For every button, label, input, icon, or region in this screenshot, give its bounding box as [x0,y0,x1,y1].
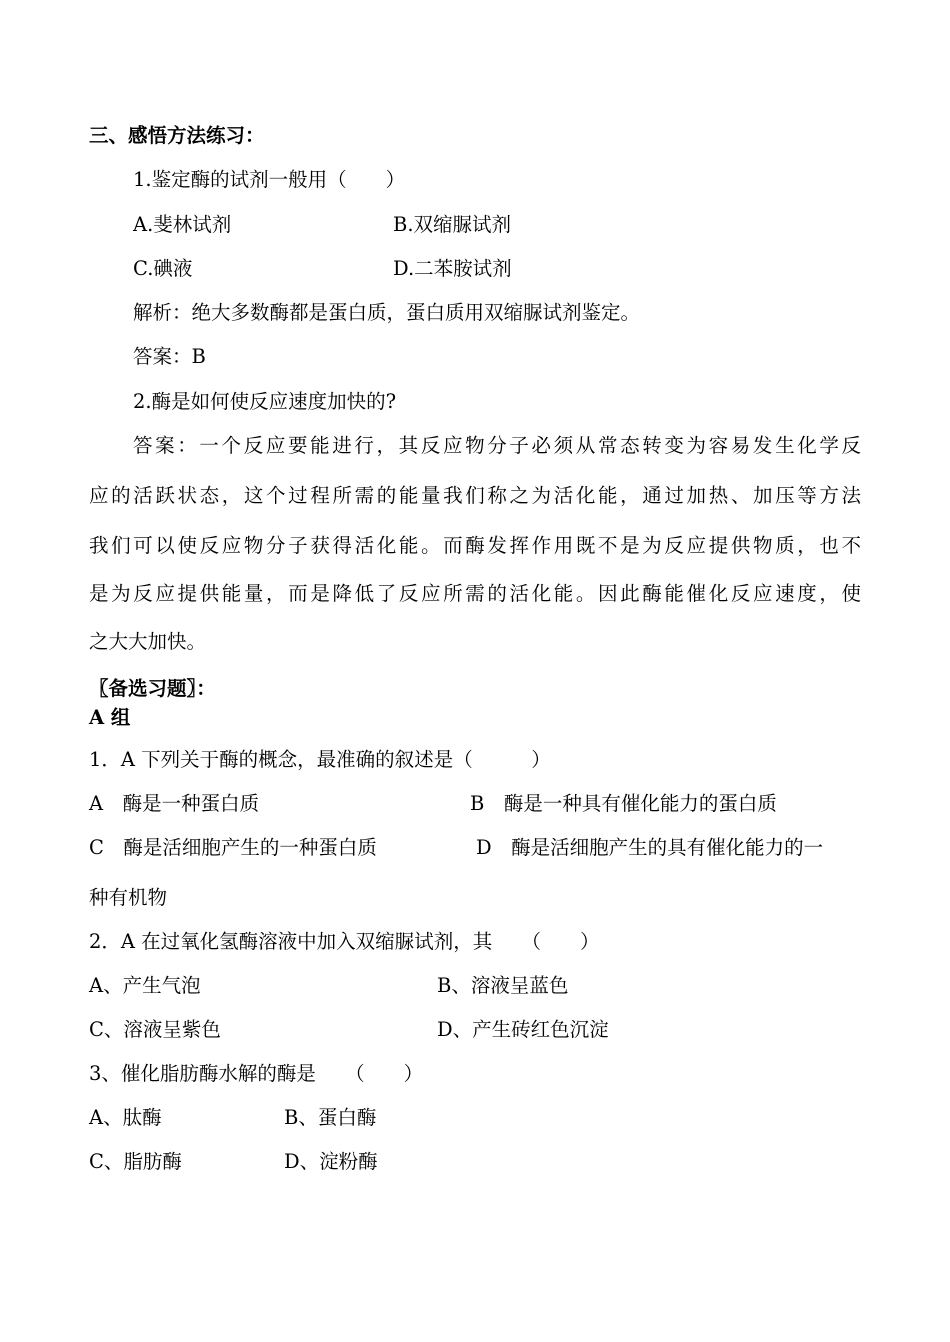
backup-question-2-option-b: B、溶液呈蓝色 [437,974,569,997]
backup-exercises-heading: 〖备选习题〗： [89,677,216,700]
question-1-option-d: D.二苯胺试剂 [393,257,512,280]
question-2-answer-line: 之大大加快。 [89,630,207,653]
backup-question-2-option-d: D、产生砖红色沉淀 [437,1018,609,1041]
backup-question-1-option-a: A 酶是一种蛋白质 [89,792,260,815]
section-heading: 三、感悟方法练习： [89,124,265,147]
backup-question-2-stem: 2．A 在过氧化氢酶溶液中加入双缩脲试剂，其 （ ） [89,930,600,953]
question-1-analysis: 解析：绝大多数酶都是蛋白质，蛋白质用双缩脲试剂鉴定。 [133,301,641,324]
backup-question-3-stem: 3、催化脂肪酶水解的酶是 （ ） [89,1062,424,1085]
backup-question-3-option-a: A、肽酶 [89,1106,162,1129]
question-2-stem: 2.酶是如何使反应速度加快的? [133,390,397,413]
question-2-answer-line: 应的活跃状态，这个过程所需的能量我们称之为活化能，通过加热、加压等方法 [89,484,861,507]
question-2-answer-line: 我们可以使反应物分子获得活化能。而酶发挥作用既不是为反应提供物质，也不 [89,534,861,557]
backup-question-3-option-d: D、淀粉酶 [284,1150,378,1173]
backup-question-1-option-d-continued: 种有机物 [89,886,168,909]
backup-question-2-option-c: C、溶液呈紫色 [89,1018,221,1041]
backup-question-1-stem: 1．A 下列关于酶的概念，最准确的叙述是（ ） [89,748,551,771]
question-1-stem: 1.鉴定酶的试剂一般用（ ） [133,168,406,191]
question-1-option-b: B.双缩脲试剂 [393,213,512,236]
question-1-option-a: A.斐林试剂 [133,213,232,236]
backup-question-2-option-a: A、产生气泡 [89,974,201,997]
backup-question-1-option-d: D 酶是活细胞产生的具有催化能力的一 [476,836,824,859]
question-1-answer: 答案：B [133,345,206,368]
backup-question-1-option-b: B 酶是一种具有催化能力的蛋白质 [470,792,777,815]
question-1-option-c: C.碘液 [133,257,193,280]
backup-question-1-option-c: C 酶是活细胞产生的一种蛋白质 [89,836,377,859]
question-2-answer-line: 是为反应提供能量，而是降低了反应所需的活化能。因此酶能催化反应速度，使 [89,582,861,605]
backup-question-3-option-b: B、蛋白酶 [284,1106,377,1129]
backup-question-3-option-c: C、脂肪酶 [89,1150,182,1173]
question-2-answer-line: 答案：一个反应要能进行，其反应物分子必须从常态转变为容易发生化学反 [133,434,861,457]
group-a-heading: A 组 [89,706,131,729]
